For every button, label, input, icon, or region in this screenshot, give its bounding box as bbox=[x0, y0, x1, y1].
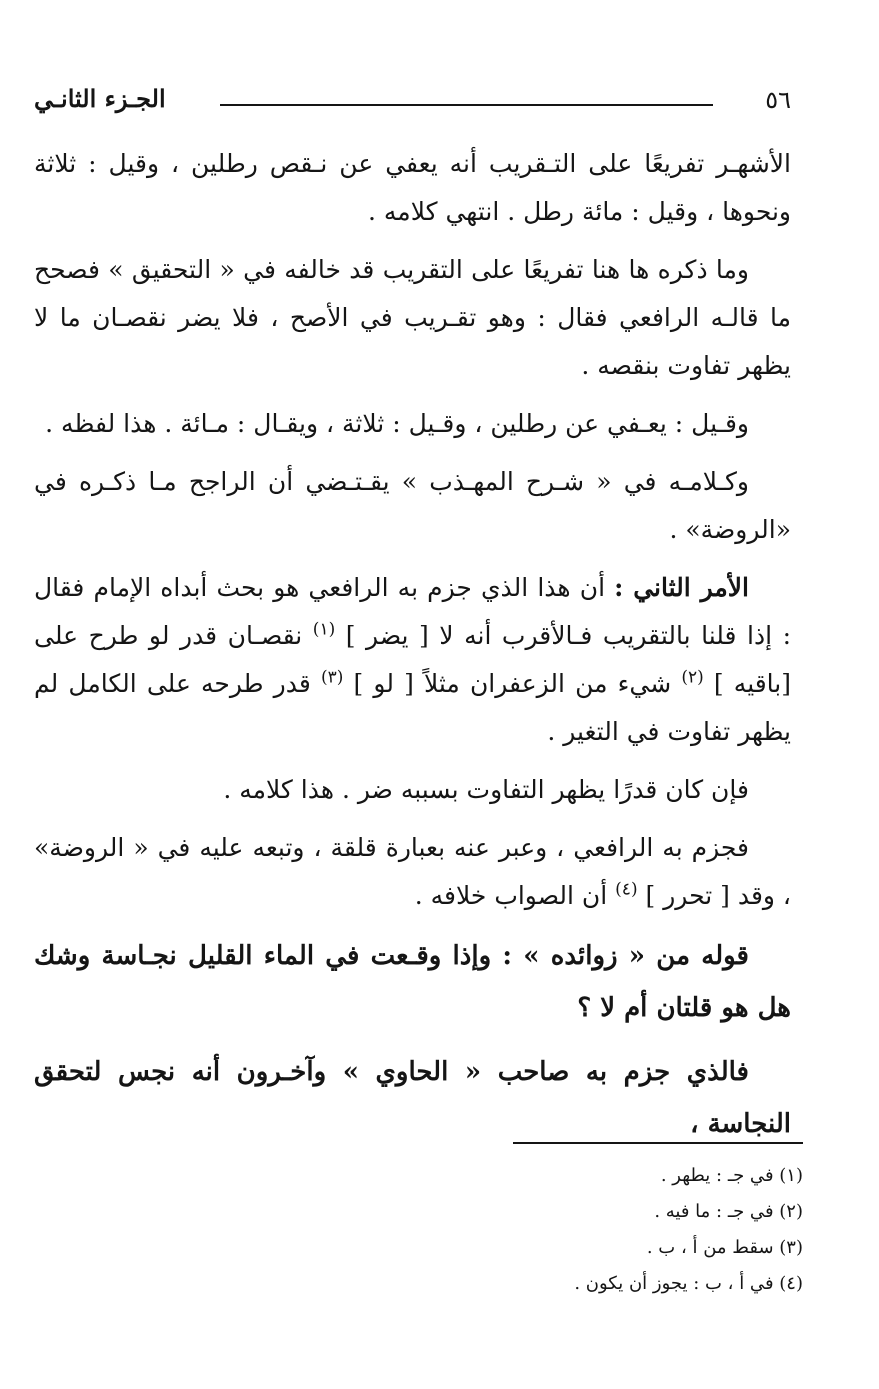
text-run: فجزم به الرافعي ، وعبر عنه بعبارة قلقة ، وتبعه عليه في « الروضة» ، وقد [ تحرر ] bbox=[34, 833, 791, 910]
footnote: (٣) سقط من أ ، ب . bbox=[646, 1237, 803, 1258]
footnote-reference: (٤) bbox=[615, 879, 638, 900]
paragraph bbox=[34, 824, 791, 920]
running-title: الجـزء الثانـي bbox=[34, 84, 166, 113]
footnote: (٤) في أ ، ب : يجوز أن يكون . bbox=[574, 1273, 803, 1294]
footnote-reference: (٢) bbox=[681, 667, 704, 688]
section-lead: الأمر الثاني : bbox=[614, 573, 749, 602]
paragraph-second-matter bbox=[34, 564, 791, 756]
text-run: قدر طرحه على الكامل لم يظهر تفاوت في التغير . bbox=[34, 669, 791, 746]
paragraph: وكـلامـه في « شـرح المهـذب » يقـتـضي أن الراجح مـا ذكـره في «الروضة» . bbox=[34, 467, 791, 544]
footnote: (١) في جـ : يطهر . bbox=[660, 1165, 803, 1186]
footnote-reference: (٣) bbox=[320, 667, 344, 688]
header-rule bbox=[220, 104, 713, 106]
footnotes bbox=[303, 1158, 803, 1302]
footnote: (٢) في جـ : ما فيه . bbox=[654, 1201, 803, 1222]
text-run: شيء من الزعفران مثلاً [ لو ] bbox=[343, 669, 682, 698]
body-text bbox=[34, 140, 791, 1162]
text-run: نقصـان قدر لو طرح على [باقيه ] bbox=[34, 621, 792, 698]
page-header bbox=[34, 82, 791, 122]
paragraph: الأشهـر تفريعًا على التـقريب أنه يعفي عن نـقص رطلين ، وقيل : ثلاثة ونحوها ، وقيل : مائة رطل . انتهي كلامه . bbox=[34, 149, 791, 226]
text-run: أن الصواب خلافه . bbox=[414, 881, 616, 910]
footnote-rule bbox=[513, 1142, 803, 1144]
footnote-reference: (١) bbox=[312, 619, 336, 640]
paragraph: وما ذكره ها هنا تفريعًا على التقريب قد خالفه في « التحقيق » فصحح ما قالـه الرافعي فقال : وهو تقـريب في الأصح ، فلا يضر نقصـان ما لا يظهر تفاوت بنقصه . bbox=[34, 255, 791, 380]
paragraph: فإن كان قدرًا يظهر التفاوت بسببه ضر . هذا كلامه . bbox=[223, 775, 749, 804]
page-number: ٥٦ bbox=[765, 86, 791, 114]
text-run: أن هذا الذي جزم به الرافعي هو بحث أبداه الإمام فقال : إذا قلنا بالتقريب فـالأقرب أنه لا [ يضر ] bbox=[34, 573, 792, 650]
bold-paragraph: فالذي جزم به صاحب « الحاوي » وآخـرون أنه نجس لتحقق النجاسة ، bbox=[34, 1057, 791, 1139]
paragraph: وقـيل : يعـفي عن رطلين ، وقـيل : ثلاثة ، ويقـال : مـائة . هذا لفظه . bbox=[45, 409, 749, 438]
bold-paragraph: قوله من « زوائده » : وإذا وقـعت في الماء القليل نجـاسة وشك هل هو قلتان أم لا ؟ bbox=[34, 941, 791, 1023]
